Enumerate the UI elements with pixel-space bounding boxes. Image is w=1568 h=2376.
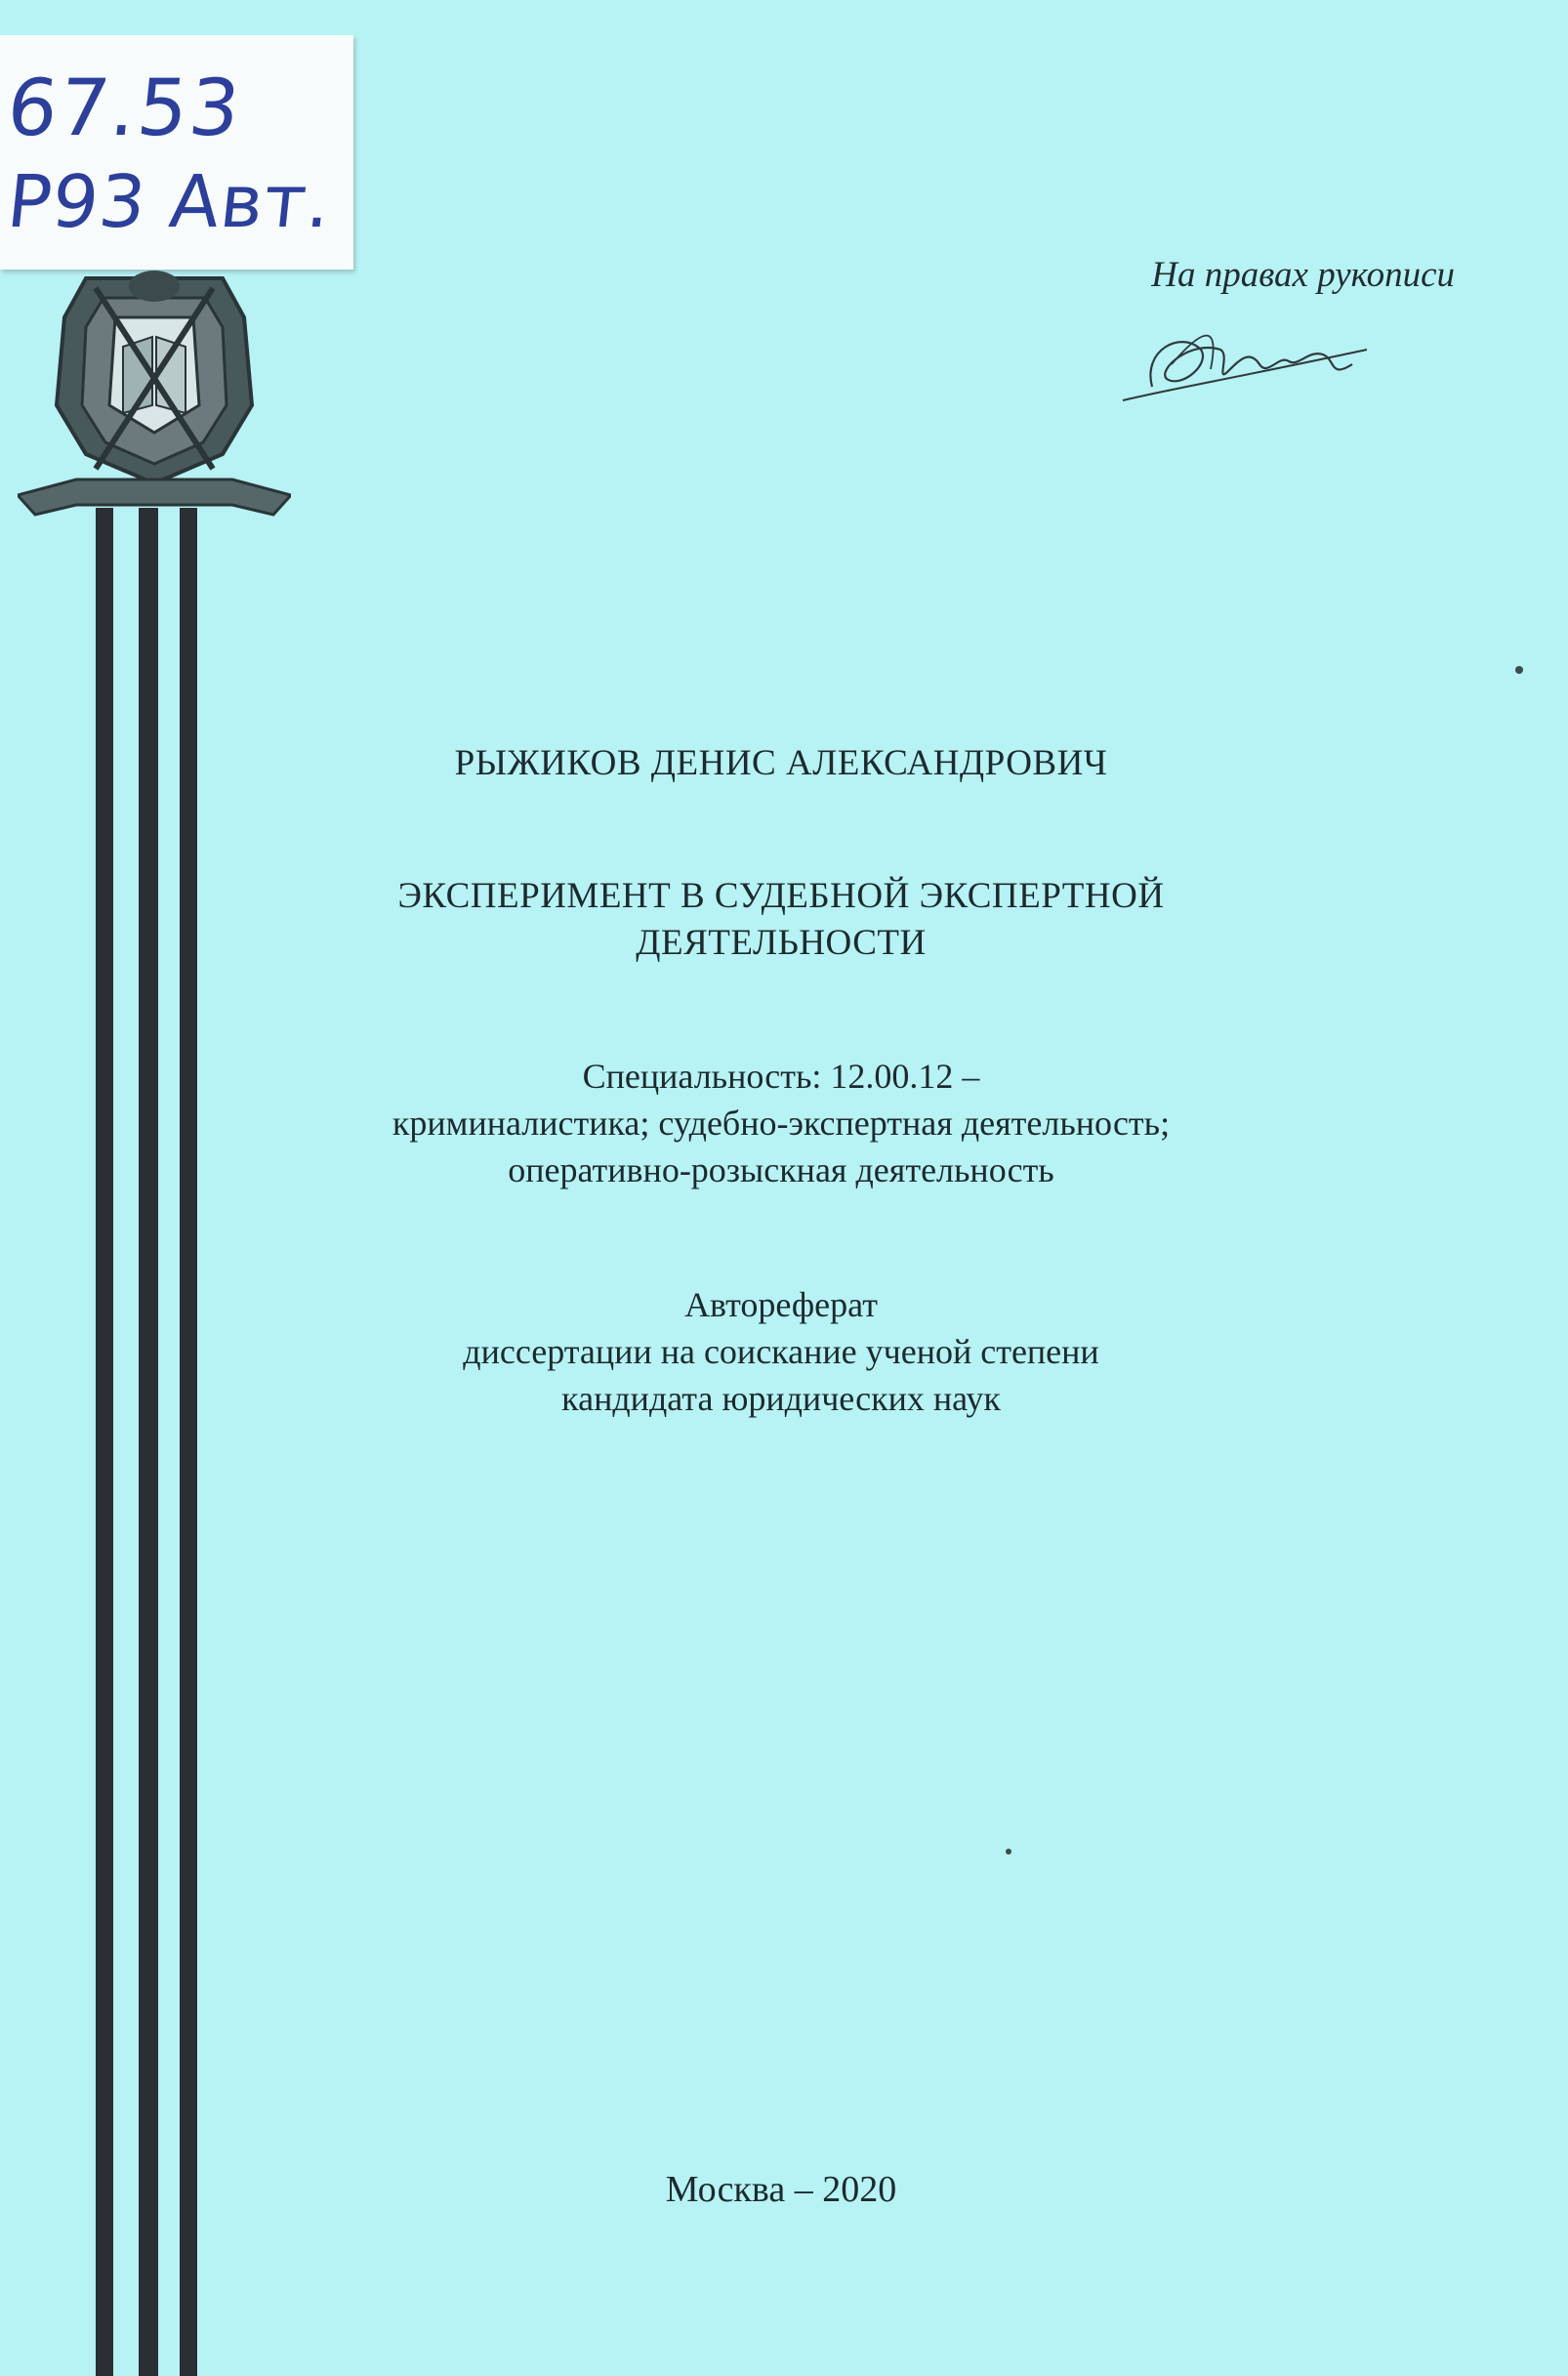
specialty-line-1: Специальность: 12.00.12 – bbox=[582, 1057, 980, 1096]
abstract-line-1: Автореферат bbox=[684, 1285, 878, 1324]
dissertation-title: ЭКСПЕРИМЕНТ В СУДЕБНОЙ ЭКСПЕРТНОЙ ДЕЯТЕЛЬНОСТИ bbox=[397, 876, 1165, 963]
abstract-line-2: диссертации на соискание ученой степени bbox=[463, 1332, 1099, 1371]
manuscript-note: На правах рукописи bbox=[1151, 255, 1455, 295]
paper-speck bbox=[1006, 1849, 1011, 1855]
abstract-block bbox=[293, 1281, 1269, 1422]
city-year: Москва – 2020 bbox=[665, 2169, 897, 2210]
call-number-line-1: 67.53 bbox=[3, 63, 246, 153]
author-name: РЫЖИКОВ ДЕНИС АЛЕКСАНДРОВИЧ bbox=[454, 743, 1108, 783]
paper-speck bbox=[1515, 666, 1523, 674]
specialty-line-3: оперативно-розыскная деятельность bbox=[508, 1150, 1054, 1189]
specialty-block bbox=[293, 1053, 1269, 1193]
decorative-stripe-middle bbox=[139, 508, 158, 2376]
signature-icon bbox=[1113, 311, 1377, 418]
specialty-line-2: криминалистика; судебно-экспертная деятельность; bbox=[392, 1104, 1171, 1143]
abstract-line-3: кандидата юридических наук bbox=[561, 1379, 1001, 1418]
call-number-sticker bbox=[0, 35, 353, 270]
call-number-line-2: Р93 Авт. bbox=[3, 160, 336, 244]
decorative-stripe-left bbox=[96, 508, 113, 2376]
decorative-stripe-right bbox=[180, 508, 197, 2376]
